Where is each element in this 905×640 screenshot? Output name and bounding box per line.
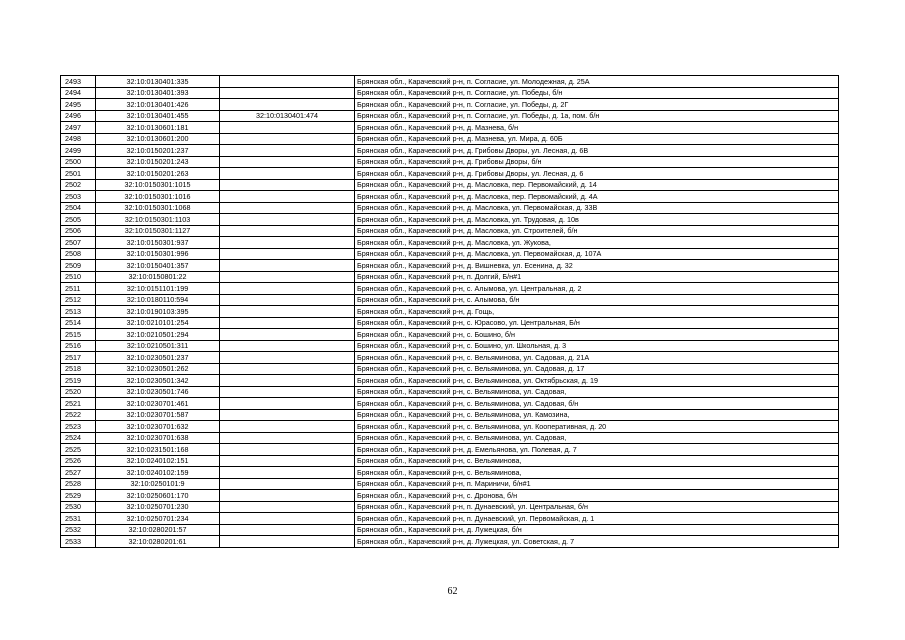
address-cell: Брянская обл., Карачевский р-н, д. Масловка, ул. Трудовая, д. 10в [355, 214, 839, 226]
table-row [61, 133, 839, 145]
row-number-cell: 2499 [61, 145, 96, 157]
table-row [61, 524, 839, 536]
address-cell: Брянская обл., Карачевский р-н, с. Вельяминова, ул. Садовая, д. 17 [355, 363, 839, 375]
row-number-cell: 2512 [61, 294, 96, 306]
table-row [61, 283, 839, 295]
cadastral-number-cell: 32:10:0230701:638 [96, 432, 220, 444]
address-cell: Брянская обл., Карачевский р-н, с. Алымова, ул. Центральная, д. 2 [355, 283, 839, 295]
address-cell: Брянская обл., Карачевский р-н, д. Масловка, ул. Первомайская, д. 33В [355, 202, 839, 214]
table-row [61, 455, 839, 467]
row-number-cell: 2496 [61, 110, 96, 122]
cadastral-number-cell: 32:10:0150301:1016 [96, 191, 220, 203]
address-cell: Брянская обл., Карачевский р-н, п. Согласие, ул. Победы, б/н [355, 87, 839, 99]
previous-number-cell [220, 87, 355, 99]
row-number-cell: 2521 [61, 398, 96, 410]
previous-number-cell [220, 409, 355, 421]
previous-number-cell [220, 536, 355, 548]
cadastral-number-cell: 32:10:0240102:159 [96, 467, 220, 479]
previous-number-cell [220, 306, 355, 318]
table-row [61, 87, 839, 99]
row-number-cell: 2511 [61, 283, 96, 295]
cadastral-number-cell: 32:10:0231501:168 [96, 444, 220, 456]
address-cell: Брянская обл., Карачевский р-н, с. Юрасово, ул. Центральная, Б/н [355, 317, 839, 329]
objects-table [60, 75, 839, 548]
address-cell: Брянская обл., Карачевский р-н, д. Лужецкая, б/н [355, 524, 839, 536]
row-number-cell: 2505 [61, 214, 96, 226]
previous-number-cell [220, 352, 355, 364]
address-cell: Брянская обл., Карачевский р-н, п. Согласие, ул. Победы, д. 2Г [355, 99, 839, 111]
row-number-cell: 2509 [61, 260, 96, 272]
address-cell: Брянская обл., Карачевский р-н, п. Мариничи, б/н#1 [355, 478, 839, 490]
previous-number-cell [220, 421, 355, 433]
cadastral-number-cell: 32:10:0230501:237 [96, 352, 220, 364]
cadastral-number-cell: 32:10:0150301:1103 [96, 214, 220, 226]
table-row [61, 409, 839, 421]
table-row [61, 501, 839, 513]
cadastral-number-cell: 32:10:0150201:237 [96, 145, 220, 157]
cadastral-number-cell: 32:10:0210501:294 [96, 329, 220, 341]
previous-number-cell [220, 386, 355, 398]
table-row [61, 421, 839, 433]
row-number-cell: 2529 [61, 490, 96, 502]
cadastral-number-cell: 32:10:0130401:393 [96, 87, 220, 99]
row-number-cell: 2532 [61, 524, 96, 536]
cadastral-number-cell: 32:10:0210101:254 [96, 317, 220, 329]
cadastral-number-cell: 32:10:0150301:1015 [96, 179, 220, 191]
previous-number-cell [220, 375, 355, 387]
row-number-cell: 2498 [61, 133, 96, 145]
cadastral-number-cell: 32:10:0150301:1127 [96, 225, 220, 237]
table-row [61, 375, 839, 387]
address-cell: Брянская обл., Карачевский р-н, с. Бошино, б/н [355, 329, 839, 341]
previous-number-cell [220, 317, 355, 329]
previous-number-cell [220, 513, 355, 525]
address-cell: Брянская обл., Карачевский р-н, д. Мазнева, б/н [355, 122, 839, 134]
address-cell: Брянская обл., Карачевский р-н, с. Вельяминова, ул. Садовая, д. 21А [355, 352, 839, 364]
page-number: 62 [447, 586, 458, 597]
table-row [61, 76, 839, 88]
previous-number-cell [220, 524, 355, 536]
cadastral-number-cell: 32:10:0230701:632 [96, 421, 220, 433]
table-row [61, 260, 839, 272]
address-cell: Брянская обл., Карачевский р-н, д. Масловка, пер. Первомайский, д. 4А [355, 191, 839, 203]
previous-number-cell [220, 248, 355, 260]
previous-number-cell [220, 271, 355, 283]
table-row [61, 352, 839, 364]
row-number-cell: 2507 [61, 237, 96, 249]
previous-number-cell [220, 168, 355, 180]
previous-number-cell [220, 214, 355, 226]
previous-number-cell [220, 99, 355, 111]
row-number-cell: 2525 [61, 444, 96, 456]
table-row [61, 191, 839, 203]
table-row [61, 363, 839, 375]
previous-number-cell [220, 260, 355, 272]
cadastral-number-cell: 32:10:0150301:1068 [96, 202, 220, 214]
table-row [61, 340, 839, 352]
table-row [61, 478, 839, 490]
row-number-cell: 2510 [61, 271, 96, 283]
row-number-cell: 2527 [61, 467, 96, 479]
table-row [61, 156, 839, 168]
table-row [61, 444, 839, 456]
address-cell: Брянская обл., Карачевский р-н, с. Вельяминова, ул. Садовая, [355, 386, 839, 398]
address-cell: Брянская обл., Карачевский р-н, д. Масловка, пер. Первомайский, д. 14 [355, 179, 839, 191]
previous-number-cell [220, 444, 355, 456]
address-cell: Брянская обл., Карачевский р-н, п. Долгий, Б/н#1 [355, 271, 839, 283]
row-number-cell: 2506 [61, 225, 96, 237]
previous-number-cell [220, 156, 355, 168]
address-cell: Брянская обл., Карачевский р-н, п. Дунаевский, ул. Центральная, б/н [355, 501, 839, 513]
row-number-cell: 2522 [61, 409, 96, 421]
address-cell: Брянская обл., Карачевский р-н, с. Вельяминова, ул. Кооперативная, д. 20 [355, 421, 839, 433]
previous-number-cell [220, 76, 355, 88]
table-row [61, 110, 839, 122]
table-row [61, 202, 839, 214]
cadastral-number-cell: 32:10:0190103:395 [96, 306, 220, 318]
address-cell: Брянская обл., Карачевский р-н, с. Вельяминова, [355, 455, 839, 467]
table-row [61, 329, 839, 341]
row-number-cell: 2508 [61, 248, 96, 260]
table-row [61, 214, 839, 226]
row-number-cell: 2533 [61, 536, 96, 548]
cadastral-number-cell: 32:10:0250601:170 [96, 490, 220, 502]
cadastral-number-cell: 32:10:0130401:455 [96, 110, 220, 122]
previous-number-cell [220, 202, 355, 214]
row-number-cell: 2515 [61, 329, 96, 341]
cadastral-number-cell: 32:10:0130601:181 [96, 122, 220, 134]
address-cell: Брянская обл., Карачевский р-н, п. Согласие, ул. Победы, д. 1а, пом. б/н [355, 110, 839, 122]
table-row [61, 225, 839, 237]
address-cell: Брянская обл., Карачевский р-н, с. Вельяминова, ул. Садовая, [355, 432, 839, 444]
cadastral-number-cell: 32:10:0250701:234 [96, 513, 220, 525]
row-number-cell: 2517 [61, 352, 96, 364]
address-cell: Брянская обл., Карачевский р-н, с. Дронова, б/н [355, 490, 839, 502]
cadastral-number-cell: 32:10:0250101:9 [96, 478, 220, 490]
row-number-cell: 2531 [61, 513, 96, 525]
table-row [61, 271, 839, 283]
cadastral-number-cell: 32:10:0150401:357 [96, 260, 220, 272]
previous-number-cell [220, 478, 355, 490]
cadastral-number-cell: 32:10:0280201:57 [96, 524, 220, 536]
cadastral-number-cell: 32:10:0150801:22 [96, 271, 220, 283]
address-cell: Брянская обл., Карачевский р-н, с. Вельяминова, ул. Камозина, [355, 409, 839, 421]
table-row [61, 294, 839, 306]
table-row [61, 179, 839, 191]
previous-number-cell [220, 237, 355, 249]
cadastral-number-cell: 32:10:0180110:594 [96, 294, 220, 306]
table-row [61, 432, 839, 444]
cadastral-number-cell: 32:10:0130401:426 [96, 99, 220, 111]
row-number-cell: 2495 [61, 99, 96, 111]
previous-number-cell [220, 398, 355, 410]
table-row [61, 237, 839, 249]
cadastral-number-cell: 32:10:0151101:199 [96, 283, 220, 295]
address-cell: Брянская обл., Карачевский р-н, д. Вишневка, ул. Есенина, д. 32 [355, 260, 839, 272]
row-number-cell: 2528 [61, 478, 96, 490]
previous-number-cell [220, 501, 355, 513]
previous-number-cell [220, 283, 355, 295]
address-cell: Брянская обл., Карачевский р-н, д. Гощь, [355, 306, 839, 318]
row-number-cell: 2518 [61, 363, 96, 375]
address-cell: Брянская обл., Карачевский р-н, д. Лужецкая, ул. Советская, д. 7 [355, 536, 839, 548]
table-row [61, 145, 839, 157]
table-row [61, 248, 839, 260]
previous-number-cell [220, 179, 355, 191]
cadastral-number-cell: 32:10:0230501:342 [96, 375, 220, 387]
row-number-cell: 2501 [61, 168, 96, 180]
address-cell: Брянская обл., Карачевский р-н, с. Алымова, б/н [355, 294, 839, 306]
address-cell: Брянская обл., Карачевский р-н, с. Вельяминова, ул. Октябрьская, д. 19 [355, 375, 839, 387]
table-row [61, 122, 839, 134]
table-row [61, 398, 839, 410]
address-cell: Брянская обл., Карачевский р-н, с. Вельяминова, [355, 467, 839, 479]
cadastral-number-cell: 32:10:0240102:151 [96, 455, 220, 467]
table-row [61, 306, 839, 318]
row-number-cell: 2516 [61, 340, 96, 352]
cadastral-number-cell: 32:10:0230501:746 [96, 386, 220, 398]
previous-number-cell [220, 191, 355, 203]
table-row [61, 99, 839, 111]
address-cell: Брянская обл., Карачевский р-н, п. Согласие, ул. Молодежная, д. 25А [355, 76, 839, 88]
row-number-cell: 2494 [61, 87, 96, 99]
cadastral-number-cell: 32:10:0130401:335 [96, 76, 220, 88]
previous-number-cell [220, 122, 355, 134]
cadastral-number-cell: 32:10:0130601:200 [96, 133, 220, 145]
cadastral-number-cell: 32:10:0150301:937 [96, 237, 220, 249]
table-row [61, 317, 839, 329]
row-number-cell: 2504 [61, 202, 96, 214]
row-number-cell: 2524 [61, 432, 96, 444]
row-number-cell: 2497 [61, 122, 96, 134]
address-cell: Брянская обл., Карачевский р-н, д. Грибовы Дворы, ул. Лесная, д. 6В [355, 145, 839, 157]
table-row [61, 536, 839, 548]
previous-number-cell [220, 432, 355, 444]
row-number-cell: 2523 [61, 421, 96, 433]
previous-number-cell [220, 329, 355, 341]
address-cell: Брянская обл., Карачевский р-н, д. Масловка, ул. Жукова, [355, 237, 839, 249]
previous-number-cell [220, 467, 355, 479]
row-number-cell: 2530 [61, 501, 96, 513]
cadastral-number-cell: 32:10:0150201:243 [96, 156, 220, 168]
row-number-cell: 2493 [61, 76, 96, 88]
cadastral-number-cell: 32:10:0150201:263 [96, 168, 220, 180]
row-number-cell: 2500 [61, 156, 96, 168]
row-number-cell: 2514 [61, 317, 96, 329]
address-cell: Брянская обл., Карачевский р-н, д. Мазнева, ул. Мира, д. 60Б [355, 133, 839, 145]
row-number-cell: 2502 [61, 179, 96, 191]
previous-number-cell [220, 145, 355, 157]
previous-number-cell [220, 340, 355, 352]
address-cell: Брянская обл., Карачевский р-н, д. Грибовы Дворы, б/н [355, 156, 839, 168]
previous-number-cell [220, 490, 355, 502]
row-number-cell: 2526 [61, 455, 96, 467]
cadastral-number-cell: 32:10:0150301:996 [96, 248, 220, 260]
address-cell: Брянская обл., Карачевский р-н, с. Бошино, ул. Школьная, д. 3 [355, 340, 839, 352]
address-cell: Брянская обл., Карачевский р-н, д. Грибовы Дворы, ул. Лесная, д. 6 [355, 168, 839, 180]
row-number-cell: 2519 [61, 375, 96, 387]
table-row [61, 467, 839, 479]
cadastral-number-cell: 32:10:0230501:262 [96, 363, 220, 375]
table-row [61, 513, 839, 525]
cadastral-number-cell: 32:10:0210501:311 [96, 340, 220, 352]
cadastral-number-cell: 32:10:0250701:230 [96, 501, 220, 513]
table-body [61, 76, 839, 548]
table-row [61, 490, 839, 502]
address-cell: Брянская обл., Карачевский р-н, д. Масловка, ул. Первомайская, д. 107А [355, 248, 839, 260]
cadastral-number-cell: 32:10:0230701:587 [96, 409, 220, 421]
address-cell: Брянская обл., Карачевский р-н, д. Емельянова, ул. Полевая, д. 7 [355, 444, 839, 456]
address-cell: Брянская обл., Карачевский р-н, п. Дунаевский, ул. Первомайская, д. 1 [355, 513, 839, 525]
previous-number-cell: 32:10:0130401:474 [220, 110, 355, 122]
cadastral-number-cell: 32:10:0280201:61 [96, 536, 220, 548]
previous-number-cell [220, 363, 355, 375]
table-row [61, 168, 839, 180]
row-number-cell: 2520 [61, 386, 96, 398]
row-number-cell: 2503 [61, 191, 96, 203]
previous-number-cell [220, 225, 355, 237]
table-row [61, 386, 839, 398]
previous-number-cell [220, 455, 355, 467]
previous-number-cell [220, 133, 355, 145]
address-cell: Брянская обл., Карачевский р-н, д. Масловка, ул. Строителей, б/н [355, 225, 839, 237]
address-cell: Брянская обл., Карачевский р-н, с. Вельяминова, ул. Садовая, б/н [355, 398, 839, 410]
row-number-cell: 2513 [61, 306, 96, 318]
cadastral-number-cell: 32:10:0230701:461 [96, 398, 220, 410]
previous-number-cell [220, 294, 355, 306]
